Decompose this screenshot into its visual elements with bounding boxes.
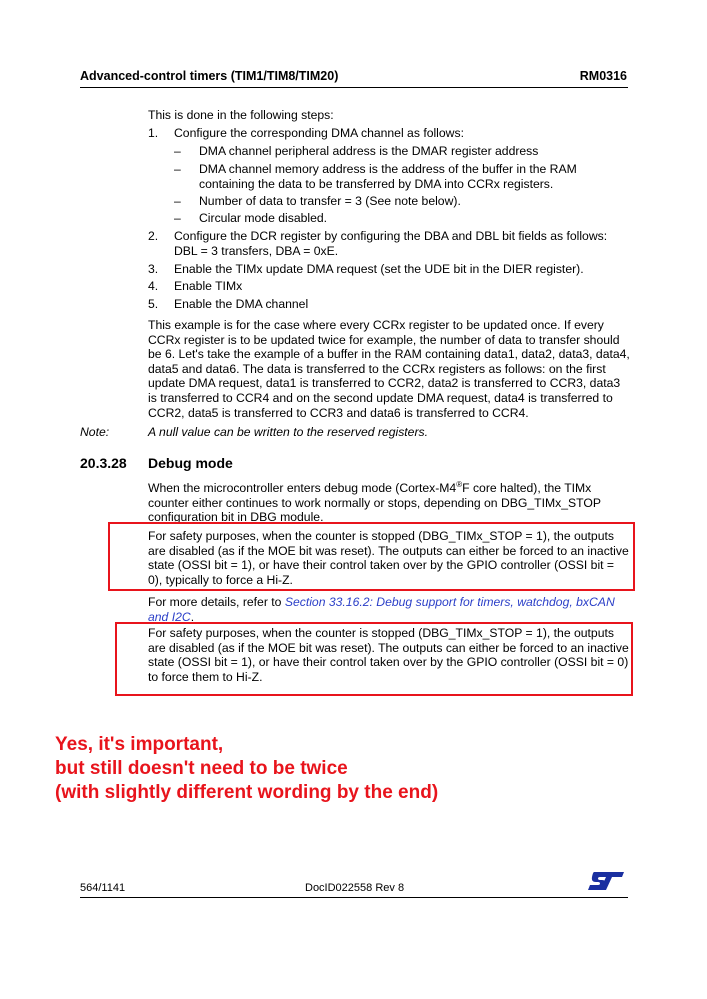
annotation-line: Yes, it's important,	[55, 734, 224, 755]
step-number: 5.	[148, 297, 159, 311]
section-link[interactable]: Section 33.16.2: Debug support for timers, watchdog, bxCAN and I2C	[148, 595, 615, 624]
section-number: 20.3.28	[80, 455, 127, 471]
section-title: Debug mode	[148, 455, 233, 471]
step-text: Enable the DMA channel	[174, 297, 309, 311]
note-text: A null value can be written to the reserved registers.	[148, 425, 429, 439]
highlight-box-1	[108, 522, 635, 591]
step-number: 3.	[148, 262, 159, 276]
intro-text: This is done in the following steps:	[148, 108, 334, 122]
step-text: Enable the TIMx update DMA request (set the UDE bit in the DIER register).	[174, 262, 584, 276]
safety-paragraph-1: For safety purposes, when the counter is stopped (DBG_TIMx_STOP = 1), the outputs are disabled (as if the MOE bit was reset). The outputs can either be forced to an inactive state (OSSI bit = 1), or have their control taken over by the GPIO controller (OSSI bit = 0), typically to force a Hi-Z.	[148, 529, 629, 587]
step-text: Enable TIMx	[174, 279, 243, 293]
annotation-text	[55, 733, 438, 805]
substep-text: Circular mode disabled.	[199, 211, 328, 225]
substep-dash: –	[174, 144, 181, 158]
footer-doc-id: DocID022558 Rev 8	[305, 882, 405, 894]
substep-dash: –	[174, 162, 181, 176]
st-logo-icon	[586, 870, 626, 892]
step-number: 2.	[148, 229, 159, 243]
note-label: Note:	[80, 425, 110, 439]
annotation-line: but still doesn't need to be twice	[55, 758, 348, 779]
substep-dash: –	[174, 194, 181, 208]
highlight-box-2	[115, 622, 633, 696]
substep-text: DMA channel peripheral address is the DMAR register address	[199, 144, 539, 158]
step-number: 4.	[148, 279, 159, 293]
substep-text: DMA channel memory address is the address of the buffer in the RAM containing the data to be transferred by DMA into CCRx registers.	[199, 162, 577, 191]
step-text: Configure the corresponding DMA channel as follows:	[174, 126, 464, 140]
footer-rule	[80, 897, 628, 898]
step-number: 1.	[148, 126, 159, 140]
header-rule	[80, 87, 628, 88]
header-title: Advanced-control timers (TIM1/TIM8/TIM20)	[80, 69, 339, 83]
substep-dash: –	[174, 211, 181, 225]
header-doc-code: RM0316	[579, 69, 627, 83]
substep-text: Number of data to transfer = 3 (See note below).	[199, 194, 461, 208]
safety-paragraph-2: For safety purposes, when the counter is stopped (DBG_TIMx_STOP = 1), the outputs are disabled (as if the MOE bit was reset). The outputs can either be forced to an inactive state (OSSI bit = 1), or have their control taken over by the GPIO controller (OSSI bit = 0) to force them to Hi-Z.	[148, 626, 629, 684]
footer-page-number: 564/1141	[80, 882, 126, 894]
details-paragraph: For more details, refer to Section 33.16.2: Debug support for timers, watchdog, bxCAN and I2C.	[148, 595, 615, 624]
annotation-line: (with slightly different wording by the end)	[55, 782, 439, 803]
debug-intro-paragraph: When the microcontroller enters debug mode (Cortex-M4®F core halted), the TIMx counter either continues to work normally or stops, depending on DBG_TIMx_STOP configuration bit in DBG module.	[148, 480, 601, 525]
step-text: Configure the DCR register by configuring the DBA and DBL bit fields as follows: DBL = 3 transfers, DBA = 0xE.	[174, 229, 608, 258]
example-paragraph: This example is for the case where every CCRx register to be updated once. If every CCRx register is to be updated twice for example, the number of data to transfer should be 6. Let's take the example of a buffer in the RAM containing data1, data2, data3, data4, data5 and data6. The data is transferred to the CCRx registers as follows: on the first update DMA request, data1 is transferred to CCR2, data2 is transferred to CCR3, data3 is transferred to CCR4 and on the second update DMA request, data4 is transferred to CCR2, data5 is transferred to CCR3 and data6 is transferred to CCR4.	[148, 318, 630, 420]
